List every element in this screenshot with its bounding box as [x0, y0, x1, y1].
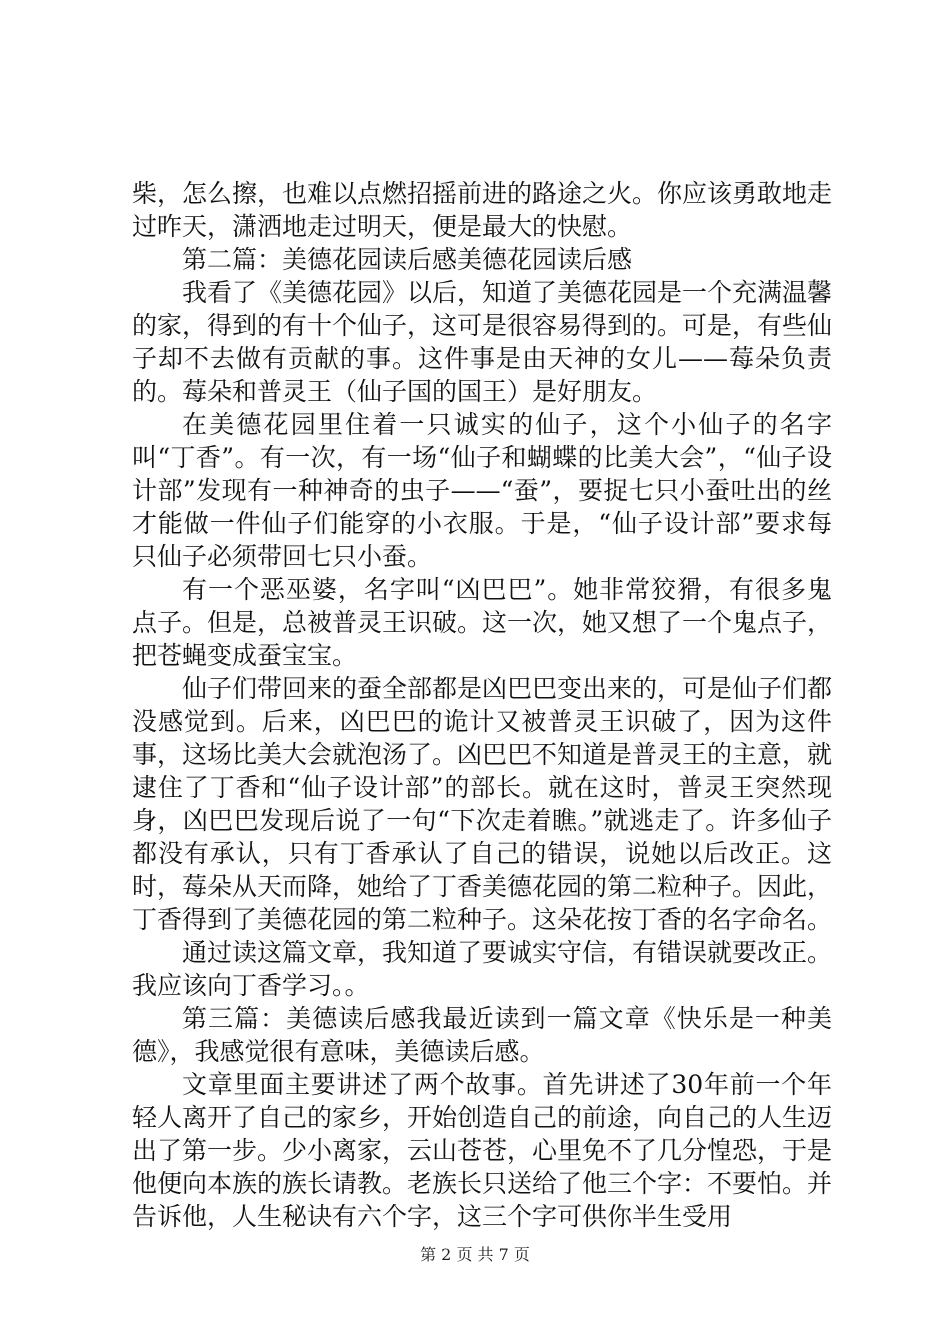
section-heading-3: 第三篇：美德读后感我最近读到一篇文章《快乐是一种美德》，我感觉很有意味，美德读后感。 — [132, 1004, 832, 1066]
section-heading-2: 第二篇：美德花园读后感美德花园读后感 — [182, 245, 633, 274]
paragraph: 我看了《美德花园》以后，知道了美德花园是一个充满温馨的家，得到的有十个仙子，这可是很容易得到的。可是，有些仙子却不去做有贡献的事。这件事是由天神的女儿——莓朵负责的。莓朵和普灵王（仙子国的国王）是好朋友。 — [132, 278, 833, 406]
page-number-footer: 第 2 页 共 7 页 — [420, 1245, 530, 1264]
document-body — [132, 177, 832, 1233]
paragraph: 通过读这篇文章，我知道了要诚实守信，有错误就要改正。我应该向丁香学习。。 — [132, 938, 833, 1000]
paragraph: 文章里面主要讲述了两个故事。首先讲述了30年前一个年轻人离开了自己的家乡，开始创造自己的前途，向自己的人生迈出了第一步。少小离家，云山苍苍，心里免不了几分惶恐，于是他便向本族的族长请教。老族长只送给了他三个字：不要怕。并告诉他，人生秘诀有六个字，这三个字可供你半生受用 — [132, 1070, 833, 1231]
paragraph: 仙子们带回来的蚕全部都是凶巴巴变出来的，可是仙子们都没感觉到。后来，凶巴巴的诡计又被普灵王识破了，因为这件事，这场比美大会就泡汤了。凶巴巴不知道是普灵王的主意，就逮住了丁香和“仙子设计部”的部长。就在这时，普灵王突然现身，凶巴巴发现后说了一句“下次走着瞧。”就逃走了。许多仙子都没有承认，只有丁香承认了自己的错误，说她以后改正。这时，莓朵从天而降，她给了丁香美德花园的第二粒种子。因此，丁香得到了美德花园的第二粒种子。这朵花按丁香的名字命名。 — [132, 674, 833, 934]
paragraph: 在美德花园里住着一只诚实的仙子，这个小仙子的名字叫“丁香”。有一次，有一场“仙子和蝴蝶的比美大会”，“仙子设计部”发现有一种神奇的虫子——“蚕”，要捉七只小蚕吐出的丝才能做一件仙子们能穿的小衣服。于是，“仙子设计部”要求每只仙子必须带回七只小蚕。 — [132, 410, 832, 571]
paragraph: 有一个恶巫婆，名字叫“凶巴巴”。她非常狡猾，有很多鬼点子。但是，总被普灵王识破。这一次，她又想了一个鬼点子，把苍蝇变成蚕宝宝。 — [132, 575, 833, 670]
paragraph-continuation: 柴，怎么擦，也难以点燃招摇前进的路途之火。你应该勇敢地走过昨天，潇洒地走过明天，便是最大的快慰。 — [132, 179, 833, 241]
